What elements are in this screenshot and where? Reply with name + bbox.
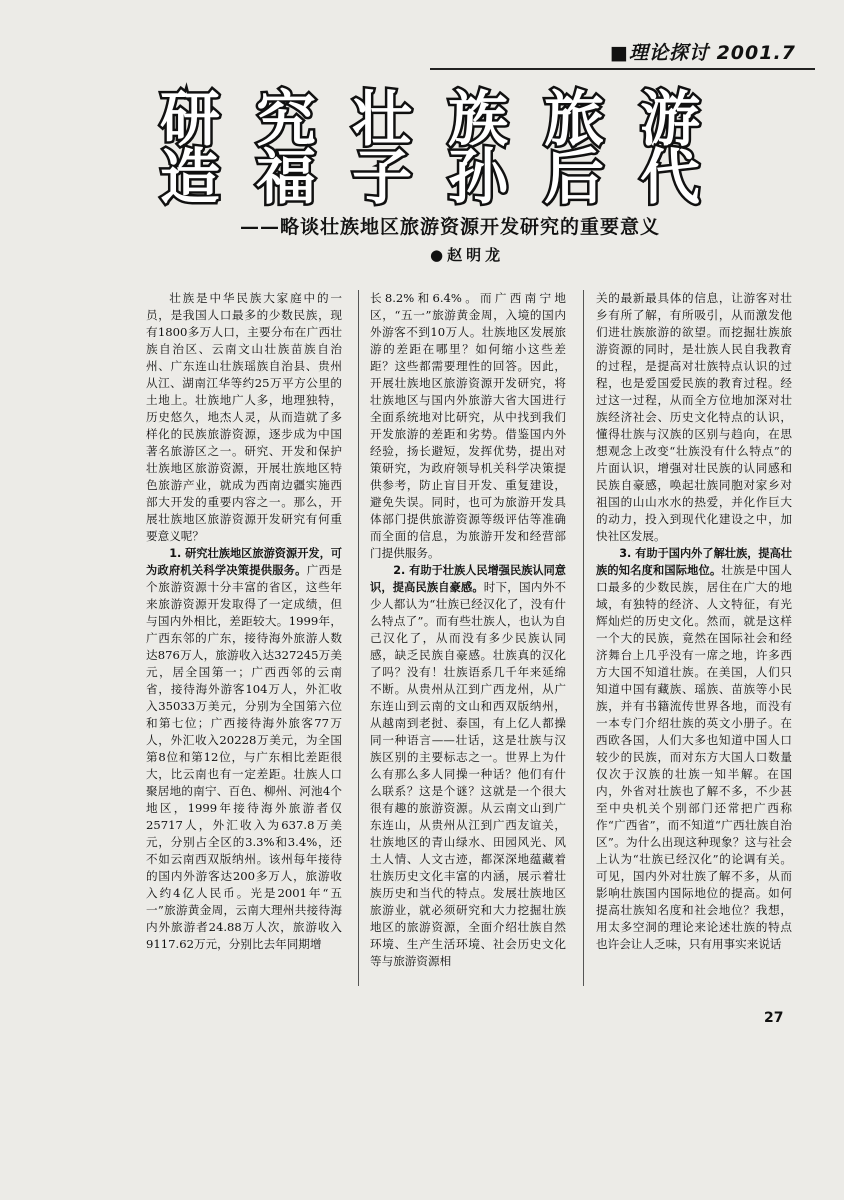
section-heading-1: 1. 研究壮族地区旅游资源开发，可为政府机关科学决策提供服务。 — [146, 547, 342, 577]
paragraph: 长8.2%和6.4%。而广西南宁地区，“五一”旅游黄金周，入境的国内外游客不到10万人。壮族地区发展旅游的差距在哪里？如何缩小这些差距？这些都需要理性的回答。因此，开展壮族地区旅游资源开发研究，将壮族地区与国内外旅游大省大国进行全面系统地对比研究，从中找到我们开发旅游的差距和劣势。借鉴国内外经验，扬长避短，发挥优势，提出对策研究，为政府领导机关科学决策提供参考，防止盲目开发、重复建设，避免失误。同时，也可为旅游开发具体部门提供旅游资源等级评估等准确而全面的信息，为旅游开发和经营部门提供服务。 — [370, 291, 566, 560]
page-number: 27 — [764, 1010, 784, 1026]
article-author: ●赵明龙 — [430, 246, 505, 264]
paragraph-text: 壮族是中国人口最多的少数民族，居住在广大的地域，有独特的经济、人文特征，有光辉灿烂的历史文化。然而，就是这样一个大的民族，竟然在国际社会和经济舞台上几乎没有一席之地，许多西方大国不知道壮族。在美国，人们只知道中国有藏族、瑶族、苗族等小民族，并有书籍流传世界各地，而没有一本专门介绍壮族的英文小册子。在西欧各国，人们大多也知道中国人口较少的民族，而对东方大国人口数量仅次于汉族的壮族一知半解。在国内，外省对壮族也了解不多，不少甚至中央机关个别部门还常把广西称作“广西省”，而不知道“广西壮族自治区”。为什么出现这种现象？这与社会上认为“壮族已经汉化”的论调有关。可见，国内外对壮族了解不多，从而影响壮族国内国际地位的提高。如何提高壮族知名度和社会地位？我想，用太多空洞的理论来论述壮族的特点也许会让人乏味，只有用事实来说话 — [596, 563, 792, 951]
header-square-mark: ■ — [610, 42, 629, 64]
paragraph: 壮族是中华民族大家庭中的一员，是我国人口最多的少数民族，现有1800多万人口，主要分布在广西壮族自治区、云南文山壮族苗族自治州、广东连山壮族瑶族自治县、贵州从江、湖南江华等约25万平方公里的土地上。壮族地广人多，地理独特，历史悠久，地杰人灵，从而造就了多样化的民族旅游资源，逐步成为中国著名旅游区之一。研究、开发和保护壮族地区旅游资源，开展壮族地区特色旅游产业，就成为西南边疆实施西部大开发的重要内容之一。那么，开展壮族地区旅游资源开发研究有何重要意义呢？ — [146, 291, 342, 543]
paragraph-text: 时下，国内外不少人都认为“壮族已经汉化了，没有什么特点了”。而有些壮族人，也认为自己汉化了，从而没有多少民族认同感，缺乏民族自豪感。壮族真的汉化了吗？没有！壮族语系几千年来延绵不断。从贵州从江到广西龙州，从广东连山到云南的文山和西双版纳州，从越南到老挝、泰国，有上亿人都操同一种语言——壮话，这是壮族与汉族区别的主要标志之一。世界上为什么有那么多人同操一种话？他们有什么联系？这是个谜？这就是一个很大很有趣的旅游资源。从云南文山到广东连山，从贵州从江到广西友谊关，壮族地区的青山绿水、田园风光、风土人情、人文古迹，都深深地蕴藏着壮族历史文化丰富的内涵，展示着壮族历史和当代的特点。发展壮族地区旅游业，就必须研究和大力挖掘壮族地区的旅游资源，全面介绍壮族自然环境、生产生活环境、社会历史文化等与旅游资源相 — [370, 580, 566, 968]
article-title-line-1: 研究壮族旅游 — [160, 85, 736, 155]
article-subtitle: ——略谈壮族地区旅游资源开发研究的重要意义 — [240, 216, 661, 238]
running-header — [610, 38, 810, 66]
text-column-1 — [146, 290, 342, 990]
text-column-3 — [596, 290, 792, 990]
article-title-line-2: 造福子孙后代 — [160, 143, 736, 213]
header-text: 理论探讨 2001.7 — [628, 42, 796, 64]
column-divider — [358, 290, 359, 986]
column-divider — [583, 290, 584, 986]
section-heading-2: 2. 有助于壮族人民增强民族认同意识，提高民族自豪感。 — [370, 564, 566, 594]
header-rule — [430, 68, 815, 70]
paragraph: 关的最新最具体的信息，让游客对壮乡有所了解，有所吸引，从而激发他们进壮族旅游的欲望。而挖掘壮族旅游资源的同时，是壮族人民自我教育的过程，是提高对壮族特点认识的过程，也是爱国爱民族的教育过程。经过这一过程，从而全方位地加深对壮族经济社会、历史文化特点的认识，懂得壮族与汉族的区别与趋向，在思想观念上改变“壮族没有什么特点”的片面认识，增强对壮民族的认同感和民族自豪感，唤起壮族同胞对家乡对祖国的山山水水的热爱，并化作巨大的动力，投入到现代化建设之中，加快社区发展。 — [596, 291, 792, 543]
paragraph — [370, 562, 566, 970]
text-column-2 — [370, 290, 566, 990]
paragraph — [146, 545, 342, 953]
paragraph — [596, 545, 792, 953]
section-heading-3: 3. 有助于国内外了解壮族，提高壮族的知名度和国际地位。 — [596, 547, 792, 577]
paragraph-text: 广西是个旅游资源十分丰富的省区，这些年来旅游资源开发取得了一定成绩，但与国内外相比，差距较大。1999年，广西东邻的广东，接待海外旅游人数达876万人，旅游收入达327245万美元，居全国第一；广西西邻的云南省，接待海外游客104万人，外汇收入35033万美元，分别为全国第六位和第七位；广西接待海外旅客77万人，外汇收入20228万美元，为全国第8位和第12位，与广东相比差距很大，比云南也有一定差距。壮族人口聚居地的南宁、百色、柳州、河池4个地区，1999年接待海外旅游者仅25717人，外汇收入为637.8万美元，分别占全区的3.3%和3.4%，还不如云南西双版纳州。该州每年接待的国内外游客达200多万人，旅游收入约4亿人民币。光是2001年“五一”旅游黄金周，云南大理州共接待海内外旅游者24.88万人次，旅游收入9117.62万元，分别比去年同期增 — [146, 563, 342, 951]
